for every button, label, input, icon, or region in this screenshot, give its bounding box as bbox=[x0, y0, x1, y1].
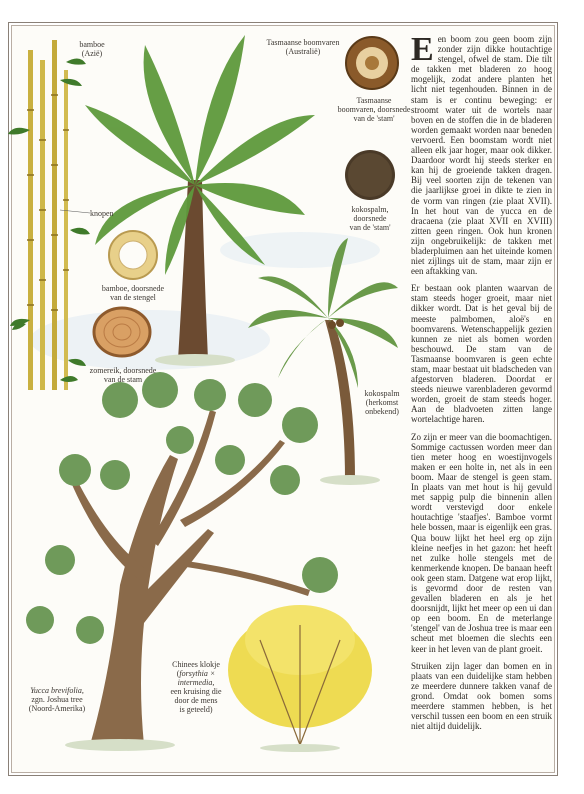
paragraph-1-text: en boom zou geen boom zijn zonder zijn dikke houtachtige stengel, ofwel de stam. Die tilt de takken met bladeren zo hoog mogelijk, zodat andere planten het licht niet tegenhouden. Binnen in de stam is er continu beweging: er stroomt water uit de wortels naar boven en de stoffen die in de bladeren worden gemaakt worden naar beneden vervoerd. Een boomstam wordt niet alleen elk jaar hoger, maar ook dikker. Daardoor wordt hij steeds sterker en kan hij de groeiende takken dragen. Bij veel soorten zijn de tekenen van die jaarlijkse groei in dikte te zien in de vorm van ringen (zie plaat XVII). In het hout van de yucca en de dracaena (zie plaat XVII en XVIII) zitten geen ringen. Ook hun kronen zijn ongebruikelijk: de takken met bladerpluimen aan het uiteinde komen niet zijlings uit de stam, maar zijn er een aftakking van. bbox=[411, 34, 552, 277]
label-tasmaanse-boomvaren: Tasmaanse boomvaren (Australië) bbox=[266, 38, 340, 56]
label-yucca-latin: Yucca brevifolia bbox=[30, 686, 82, 695]
forsythia-shrub bbox=[228, 605, 372, 745]
paragraph-3: Zo zijn er meer van die boomachtigen. Sommige cactussen worden meer dan tien meter hoog en woestijnvogels maken er een holte in, net als in een boom. Maar de stengel is geen stam. In plaats van met hout is hij gevuld met sappig pulp die binnenin allen wordt verstevigd door enkele houtachtige 'staafjes'. Bamboe vormt hele bossen, maar is eigenlijk een gras. Qua bouw lijkt het heel erg op zijn kleine neefjes in het gazon: het heeft net zulke holle stengels met de kenmerkende knopen. De banaan heeft ook geen stam. Datgene wat erop lijkt, is gevormd door de resten van gevallen bladeren en als je het doorsnijdt, lijkt het meer op een ui dan op een boom. En de meterlange 'stengel' van de Joshua tree is maar een scheut met bloemen die slechts een keer in het leven van de plant groeit. bbox=[411, 431, 552, 654]
article-text bbox=[411, 31, 552, 738]
label-forsythia-note: , een kruising die door de mens is geteeld) bbox=[170, 678, 222, 714]
label-tasmaanse-doorsnede: Tasmaanse boomvaren, doorsnede van de 'stam' bbox=[337, 96, 411, 123]
drop-cap: E bbox=[411, 31, 434, 68]
label-yucca bbox=[18, 686, 96, 713]
paragraph-1 bbox=[411, 31, 552, 277]
coconut-palm bbox=[248, 238, 398, 480]
label-bamboe-doorsnede: bamboe, doorsnede van de stengel bbox=[101, 284, 165, 302]
paragraph-4: Struiken zijn lager dan bomen en in plaats van een duidelijke stam hebben ze meerdere dunnere takken vanaf de grond. Omdat ook bomen soms meerdere stammen hebben, is het verschil tussen een boom en een struik niet altijd duidelijk. bbox=[411, 660, 552, 732]
label-knopen: knopen bbox=[90, 209, 114, 218]
label-forsythia-common: Chinees klokje ( bbox=[172, 660, 220, 678]
oak-cross-section bbox=[94, 308, 150, 356]
label-forsythia-latin: forsythia × intermedia bbox=[177, 669, 216, 687]
label-bamboe: bamboe (Azië) bbox=[79, 40, 105, 58]
bamboo-stem bbox=[40, 60, 45, 390]
label-zomereik: zomereik, doorsnede van de stam bbox=[89, 366, 157, 384]
label-kokospalm: kokospalm (herkomst onbekend) bbox=[364, 389, 400, 416]
paragraph-2: Er bestaan ook planten waarvan de stam steeds hoger groeit, maar niet dikker wordt. Dat is het geval bij de meeste palmbomen, aloë's en boomvarens. Wetenschappelijk gezien kunnen ze niet als bomen worden beschouwd. De stam van de Tasmaanse boomvaren is geen echte stam, maar bestaat uit bladscheden van afgestorven bladeren. Doordat er steeds nieuwe varenbladeren gevormd worden, groeit de stam steeds hoger. Aan de bladvoeten zitten lange wortelachtige haren. bbox=[411, 283, 552, 425]
bamboo-stem bbox=[52, 40, 57, 390]
label-kokospalm-doorsnede: kokospalm, doorsnede van de 'stam' bbox=[349, 205, 391, 232]
bamboo-stem bbox=[64, 70, 68, 390]
label-yucca-common: , zgn. Joshua tree (Noord-Amerika) bbox=[28, 686, 86, 713]
palm-trunk bbox=[325, 320, 355, 480]
bamboo-stem bbox=[28, 50, 33, 390]
label-forsythia bbox=[158, 660, 234, 714]
